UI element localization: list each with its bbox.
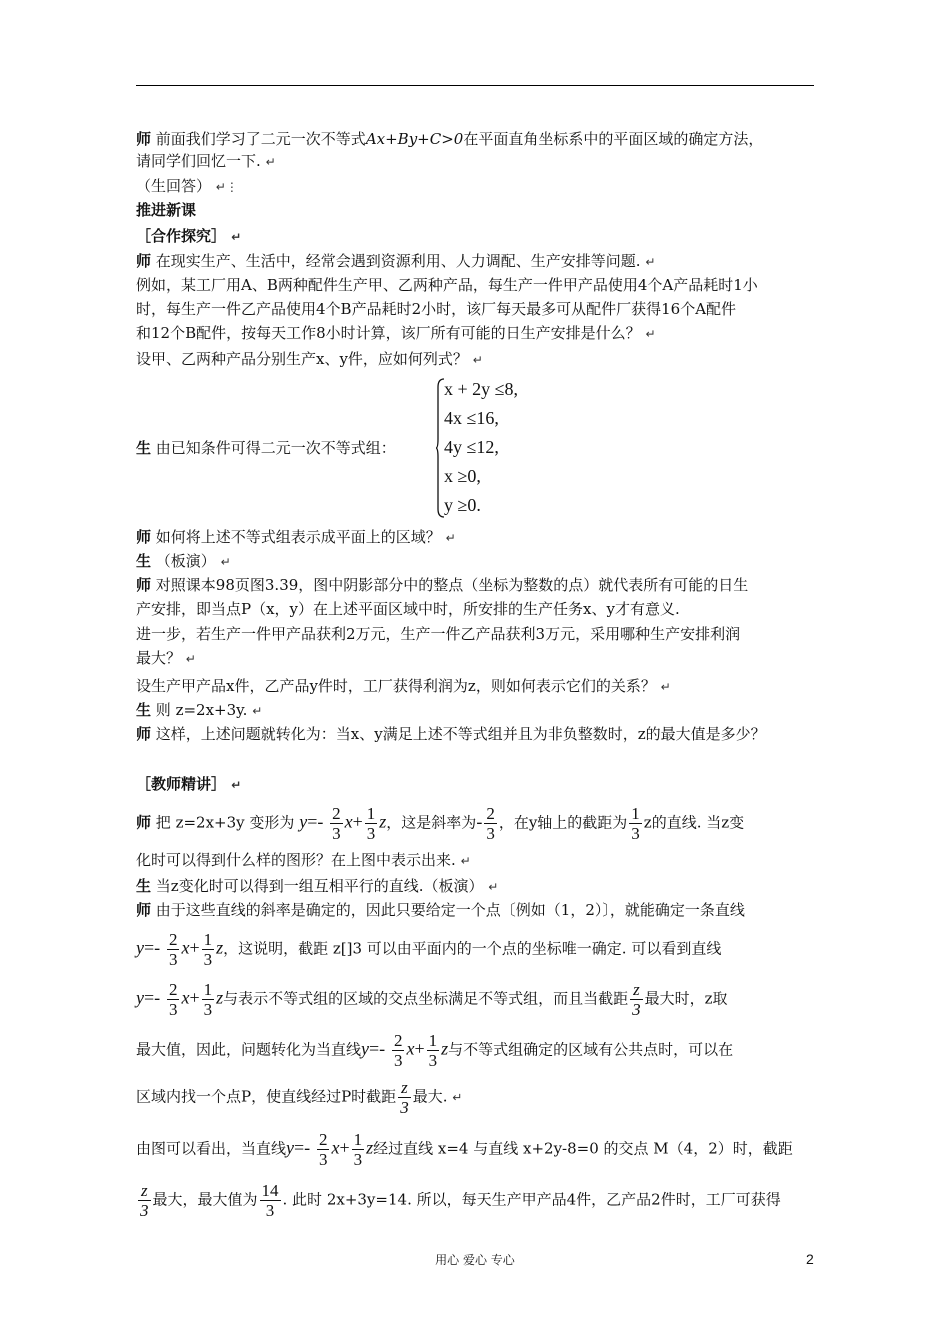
fraction: $\frac{1}{3}$ — [353, 1130, 363, 1169]
paragraph-3: 师 在现实生产、生活中，经常会遇到资源利用、人力调配、生产安排等问题. ↵ — [136, 252, 656, 270]
paragraph-14: 师 把 z=2x+3y 变形为 y=- $\frac{2}{3}$ x+ $\frac{1}{3}$ z，这是斜率为- $\frac{2}{3}$ ，在y轴上的截距为 $\frac{1}{3}$ z的直线. 当z变 — [136, 804, 745, 843]
heading-teacher-explanation: ［教师精讲］ ↵ — [136, 775, 242, 793]
inequality-row: y ≥0. — [444, 495, 481, 515]
paragraph-5: 设甲、乙两种产品分别生产x、y件，应如何列式？ ↵ — [136, 350, 483, 368]
fraction: $\frac{z}{3}$ — [400, 1078, 409, 1117]
fraction: $\frac{14}{3}$ — [261, 1181, 279, 1220]
paragraph-9-line-2: 产安排，即当点P（x，y）在上述平面区域中时，所安排的生产任务x、y才有意义. — [136, 600, 680, 618]
heading-advance: 推进新课 — [136, 201, 197, 219]
paragraph-10-line-2: 最大？ ↵ — [136, 649, 196, 667]
paragraph-11: 设生产甲产品x件，乙产品y件时，工厂获得利润为z，则如何表示它们的关系？ ↵ — [136, 677, 671, 695]
fraction: $\frac{1}{3}$ — [203, 980, 213, 1019]
paragraph-4-line-3: 和12个B配件，按每天工作8小时计算，该厂所有可能的日生产安排是什么？ ↵ — [136, 324, 656, 342]
page-number: 2 — [806, 1251, 814, 1267]
page-footer: 用心 爱心 专心 — [435, 1253, 515, 1267]
fraction: $\frac{z}{3}$ — [140, 1181, 149, 1220]
fraction: $\frac{2}{3}$ — [168, 930, 178, 969]
paragraph-16: 师 由于这些直线的斜率是确定的，因此只要给定一个点〔例如（1，2）〕，就能确定一条直线 — [136, 901, 745, 919]
paragraph-16-line-2: y=- $\frac{2}{3}$ x+ $\frac{1}{3}$ z，这说明，截距 z[]3 可以由平面内的一个点的坐标唯一确定. 可以看到直线 — [136, 930, 722, 969]
paragraph-4-line-1: 例如，某工厂用A、B两种配件生产甲、乙两种产品，每生产一件甲产品使用4个A产品耗时1小 — [136, 276, 758, 294]
paragraph-7: 师 如何将上述不等式组表示成平面上的区域？ ↵ — [136, 528, 456, 546]
inequality-row: 4y ≤12, — [444, 437, 499, 457]
paragraph-17: 由图可以看出，当直线y=- $\frac{2}{3}$ x+ $\frac{1}{3}$ z经过直线 x=4 与直线 x+2y-8=0 的交点 M（4，2）时，截距 — [136, 1130, 793, 1169]
inequality-system — [436, 377, 546, 519]
paragraph-9-line-1: 师 对照课本98页图3.39，图中阴影部分中的整点（坐标为整数的点）就代表所有可能的日生 — [136, 576, 749, 594]
paragraph-2: （生回答） ↵⋮ — [136, 177, 238, 195]
fraction: $\frac{1}{3}$ — [203, 930, 213, 969]
paragraph-13: 师 这样，上述问题就转化为：当x、y满足上述不等式组并且为非负整数时，z的最大值是多少？ — [136, 725, 766, 743]
paragraph-1-cont: 请同学们回忆一下. ↵ — [136, 152, 276, 170]
fraction: $\frac{1}{3}$ — [428, 1031, 438, 1070]
fraction: $\frac{z}{3}$ — [632, 980, 641, 1019]
heading-cooperative: ［合作探究］ ↵ — [136, 227, 242, 245]
inequality-row: x ≥0, — [444, 466, 481, 486]
inequality-row: x + 2y ≤8, — [444, 379, 519, 399]
paragraph-10-line-1: 进一步，若生产一件甲产品获利2万元，生产一件乙产品获利3万元，采用哪种生产安排利润 — [136, 625, 741, 643]
fraction: $\frac{1}{3}$ — [366, 804, 376, 843]
fraction: $\frac{2}{3}$ — [332, 804, 341, 843]
paragraph-6: 生 由已知条件可得二元一次不等式组： — [136, 439, 396, 457]
fraction: $\frac{2}{3}$ — [318, 1130, 328, 1169]
paragraph-16-line-4: 最大值，因此，问题转化为当直线y=- $\frac{2}{3}$ x+ $\frac{1}{3}$ z与不等式组确定的区域有公共点时，可以在 — [136, 1031, 734, 1070]
paragraph-16-line-3: y=- $\frac{2}{3}$ x+ $\frac{1}{3}$ z与表示不等式组的区域的交点坐标满足不等式组，而且当截距 $\frac{z}{3}$ 最大时，z取 — [136, 980, 728, 1019]
fraction: $\frac{2}{3}$ — [168, 980, 178, 1019]
paragraph-17-cont: $\frac{z}{3}$ 最大，最大值为 $\frac{14}{3}$ . 此时 2x+3y=14. 所以，每天生产甲产品4件，乙产品2件时，工厂可获得 — [140, 1181, 781, 1220]
paragraph-8: 生 （板演） ↵ — [136, 552, 231, 570]
paragraph-1: 师 前面我们学习了二元一次不等式Ax+By+C>0在平面直角坐标系中的平面区域的确定方法， — [136, 130, 764, 148]
paragraph-15: 生 当z变化时可以得到一组互相平行的直线.（板演） ↵ — [136, 877, 499, 895]
fraction: $\frac{1}{3}$ — [631, 804, 640, 843]
header-rule — [136, 85, 814, 86]
paragraph-16-line-5: 区域内找一个点P，使直线经过P时截距 $\frac{z}{3}$ 最大. ↵ — [136, 1078, 463, 1117]
paragraph-4-line-2: 时，每生产一件乙产品使用4个B产品耗时2小时，该厂每天最多可从配件厂获得16个A配件 — [136, 300, 737, 318]
inequality-row: 4x ≤16, — [444, 408, 499, 428]
paragraph-12: 生 则 z=2x+3y. ↵ — [136, 701, 263, 719]
paragraph-14-cont: 化时可以得到什么样的图形？在上图中表示出来. ↵ — [136, 851, 471, 869]
fraction: $\frac{2}{3}$ — [486, 804, 495, 843]
fraction: $\frac{2}{3}$ — [393, 1031, 403, 1070]
